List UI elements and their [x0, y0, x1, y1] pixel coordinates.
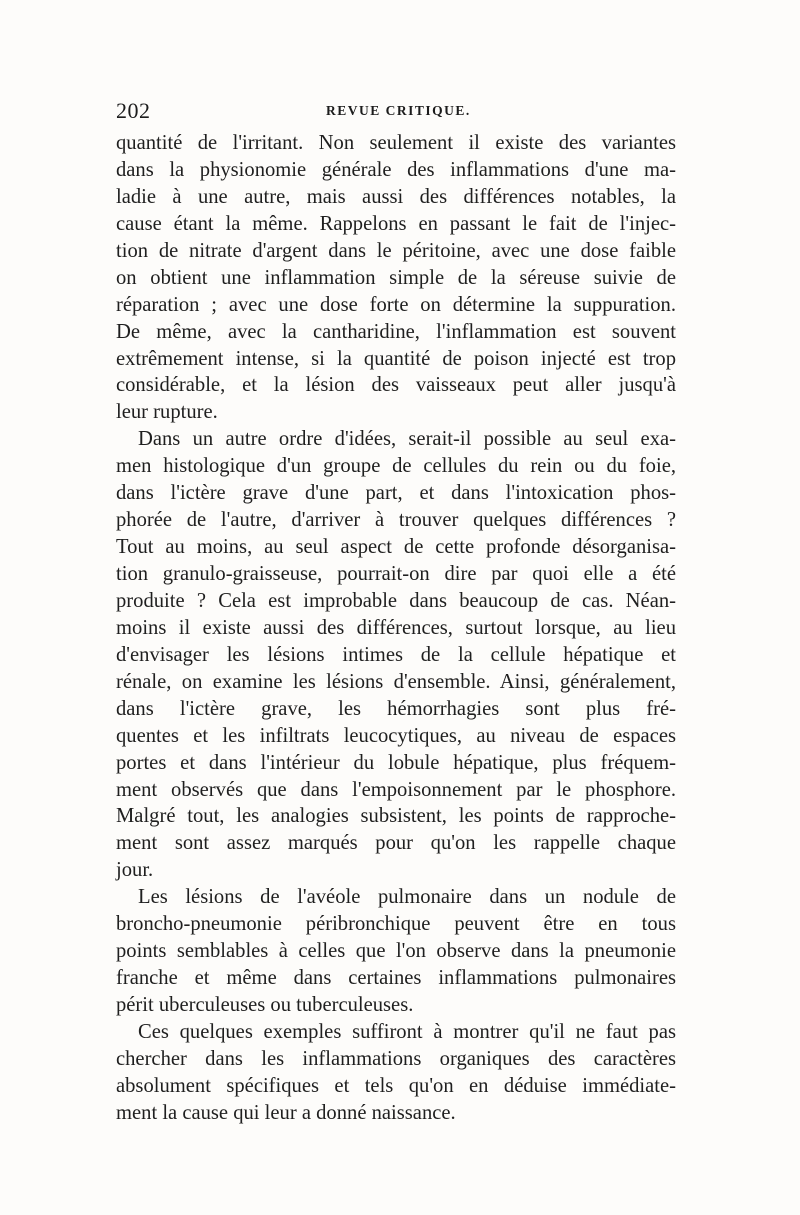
text-line: phorée de l'autre, d'arriver à trouver quelques différences ? — [116, 509, 676, 532]
text-line: jour. — [116, 859, 154, 882]
text-line: moins il existe aussi des différences, surtout lorsque, au lieu — [116, 616, 676, 639]
text-line: dans l'ictère grave, les hémorrhagies sont plus fré- — [116, 697, 676, 720]
running-head: REVUE CRITIQUE. — [326, 103, 471, 118]
paragraph — [116, 426, 676, 884]
paragraph — [116, 1019, 676, 1127]
page-number: 202 — [116, 98, 151, 123]
text-line: Malgré tout, les analogies subsistent, les points de rapproche- — [116, 805, 676, 828]
text-line: ment sont assez marqués pour qu'on les rappelle chaque — [116, 832, 676, 855]
text-line: ment observés que dans l'empoisonnement par le phosphore. — [116, 778, 676, 801]
text-line: on obtient une inflammation simple de la séreuse suivie de — [116, 266, 676, 289]
text-line: dans l'ictère grave d'une part, et dans l'intoxication phos- — [116, 482, 676, 505]
text-line: tion de nitrate d'argent dans le péritoine, avec une dose faible — [116, 239, 676, 262]
text-line: Ces quelques exemples suffiront à montrer qu'il ne faut pas — [138, 1020, 676, 1043]
text-line: ment la cause qui leur a donné naissance. — [116, 1101, 456, 1124]
text-line: produite ? Cela est improbable dans beaucoup de cas. Néan- — [116, 589, 676, 612]
text-line: dans la physionomie générale des inflammations d'une ma- — [116, 158, 676, 181]
text-line: Tout au moins, au seul aspect de cette profonde désorganisa- — [116, 536, 676, 559]
body-text — [116, 130, 676, 1127]
text-line: quantité de l'irritant. Non seulement il existe des variantes — [116, 132, 676, 154]
text-line: portes et dans l'intérieur du lobule hépatique, plus fréquem- — [116, 751, 676, 774]
text-line: ladie à une autre, mais aussi des différences notables, la — [116, 185, 676, 208]
text-line: absolument spécifiques et tels qu'on en déduise immédiate- — [116, 1074, 676, 1097]
text-line: rénale, on examine les lésions d'ensemble. Ainsi, généralement, — [116, 670, 676, 693]
text-line: considérable, et la lésion des vaisseaux peut aller jusqu'à — [116, 374, 676, 397]
paragraph — [116, 884, 676, 1019]
text-line: réparation ; avec une dose forte on détermine la suppuration. — [116, 293, 676, 316]
text-line: quentes et les infiltrats leucocytiques, au niveau de espaces — [116, 724, 676, 747]
text-line: cause étant la même. Rappelons en passant le fait de l'injec- — [116, 212, 676, 235]
text-line: chercher dans les inflammations organiques des caractères — [116, 1047, 676, 1070]
text-line: Les lésions de l'avéole pulmonaire dans un nodule de — [138, 886, 676, 909]
text-line: tion granulo-graisseuse, pourrait-on dire par quoi elle a été — [116, 563, 676, 585]
text-line: franche et même dans certaines inflammations pulmonaires — [116, 967, 676, 990]
text-line: périt uberculeuses ou tuberculeuses. — [116, 994, 414, 1016]
text-line: broncho-pneumonie péribronchique peuvent être en tous — [116, 913, 676, 936]
text-line: extrêmement intense, si la quantité de poison injecté est trop — [116, 347, 676, 370]
text-line: men histologique d'un groupe de cellules du rein ou du foie, — [116, 455, 676, 478]
text-line: De même, avec la cantharidine, l'inflammation est souvent — [116, 320, 676, 343]
text-line: Dans un autre ordre d'idées, serait-il possible au seul exa- — [138, 428, 676, 451]
page-header — [116, 98, 676, 128]
text-line: leur rupture. — [116, 401, 218, 424]
text-line: points semblables à celles que l'on observe dans la pneumonie — [116, 940, 676, 963]
text-line: d'envisager les lésions intimes de la cellule hépatique et — [116, 643, 676, 666]
paragraph — [116, 130, 676, 426]
